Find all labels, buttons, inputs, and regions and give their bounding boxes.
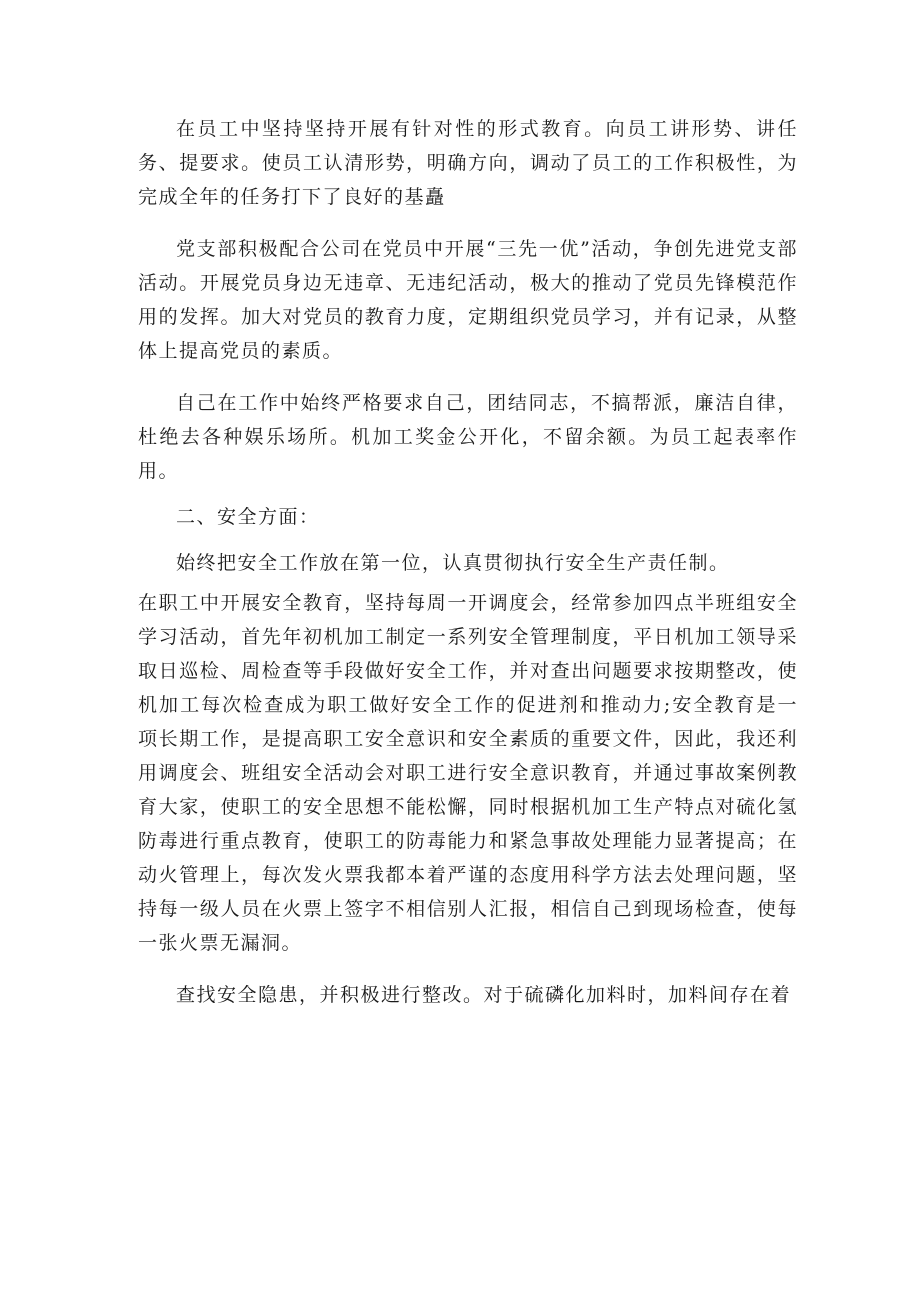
paragraph-safety-first: 始终把安全工作放在第一位，认真贯彻执行安全生产责任制。 bbox=[176, 552, 730, 574]
paragraph-safety-education: 在职工中开展安全教育，坚持每周一开调度会，经常参加四点半班组安全学习活动，首先年初机加工制定一系列安全管理制度，平日机加工领导采取日巡检、周检查等手段做好安全工作，并对查出问题要求按期整改，使机加工每次检查成为职工做好安全工作的促进剂和推动力;安全教育是一项长期工作，是提高职工安全意识和安全素质的重要文件，因此，我还利用调度会、班组安全活动会对职工进行安全意识教育，并通过事故案例教育大家，使职工的安全思想不能松懈，同时根据机加工生产特点对硫化氢防毒进行重点教育，使职工的防毒能力和紧急事故处理能力显著提高；在动火管理上，每次发火票我都本着严谨的态度用科学方法去处理问题，坚持每一级人员在火票上签字不相信别人汇报，相信自己到现场检查，使每一张火票无漏洞。 bbox=[138, 592, 798, 954]
document-body bbox=[138, 112, 798, 1012]
section-heading-safety: 二、安全方面： bbox=[176, 506, 320, 528]
paragraph-hazard-rectification: 查找安全隐患，并积极进行整改。对于硫磷化加料时，加料间存在着 bbox=[176, 984, 792, 1006]
paragraph-party-branch: 党支部积极配合公司在党员中开展“三先一优”活动，争创先进党支部活动。开展党员身边无违章、无违纪活动，极大的推动了党员先锋模范作用的发挥。加大对党员的教育力度，定期组织党员学习，并有记录，从整体上提高党员的素质。 bbox=[138, 238, 798, 362]
paragraph-staff-education: 在员工中坚持坚持开展有针对性的形式教育。向员工讲形势、讲任务、提要求。使员工认清形势，明确方向，调动了员工的工作积极性，为完成全年的任务打下了良好的基矗 bbox=[138, 118, 798, 208]
paragraph-self-discipline: 自己在工作中始终严格要求自己，团结同志，不搞帮派，廉洁自律，杜绝去各种娱乐场所。机加工奖金公开化，不留余额。为员工起表率作用。 bbox=[138, 392, 798, 482]
